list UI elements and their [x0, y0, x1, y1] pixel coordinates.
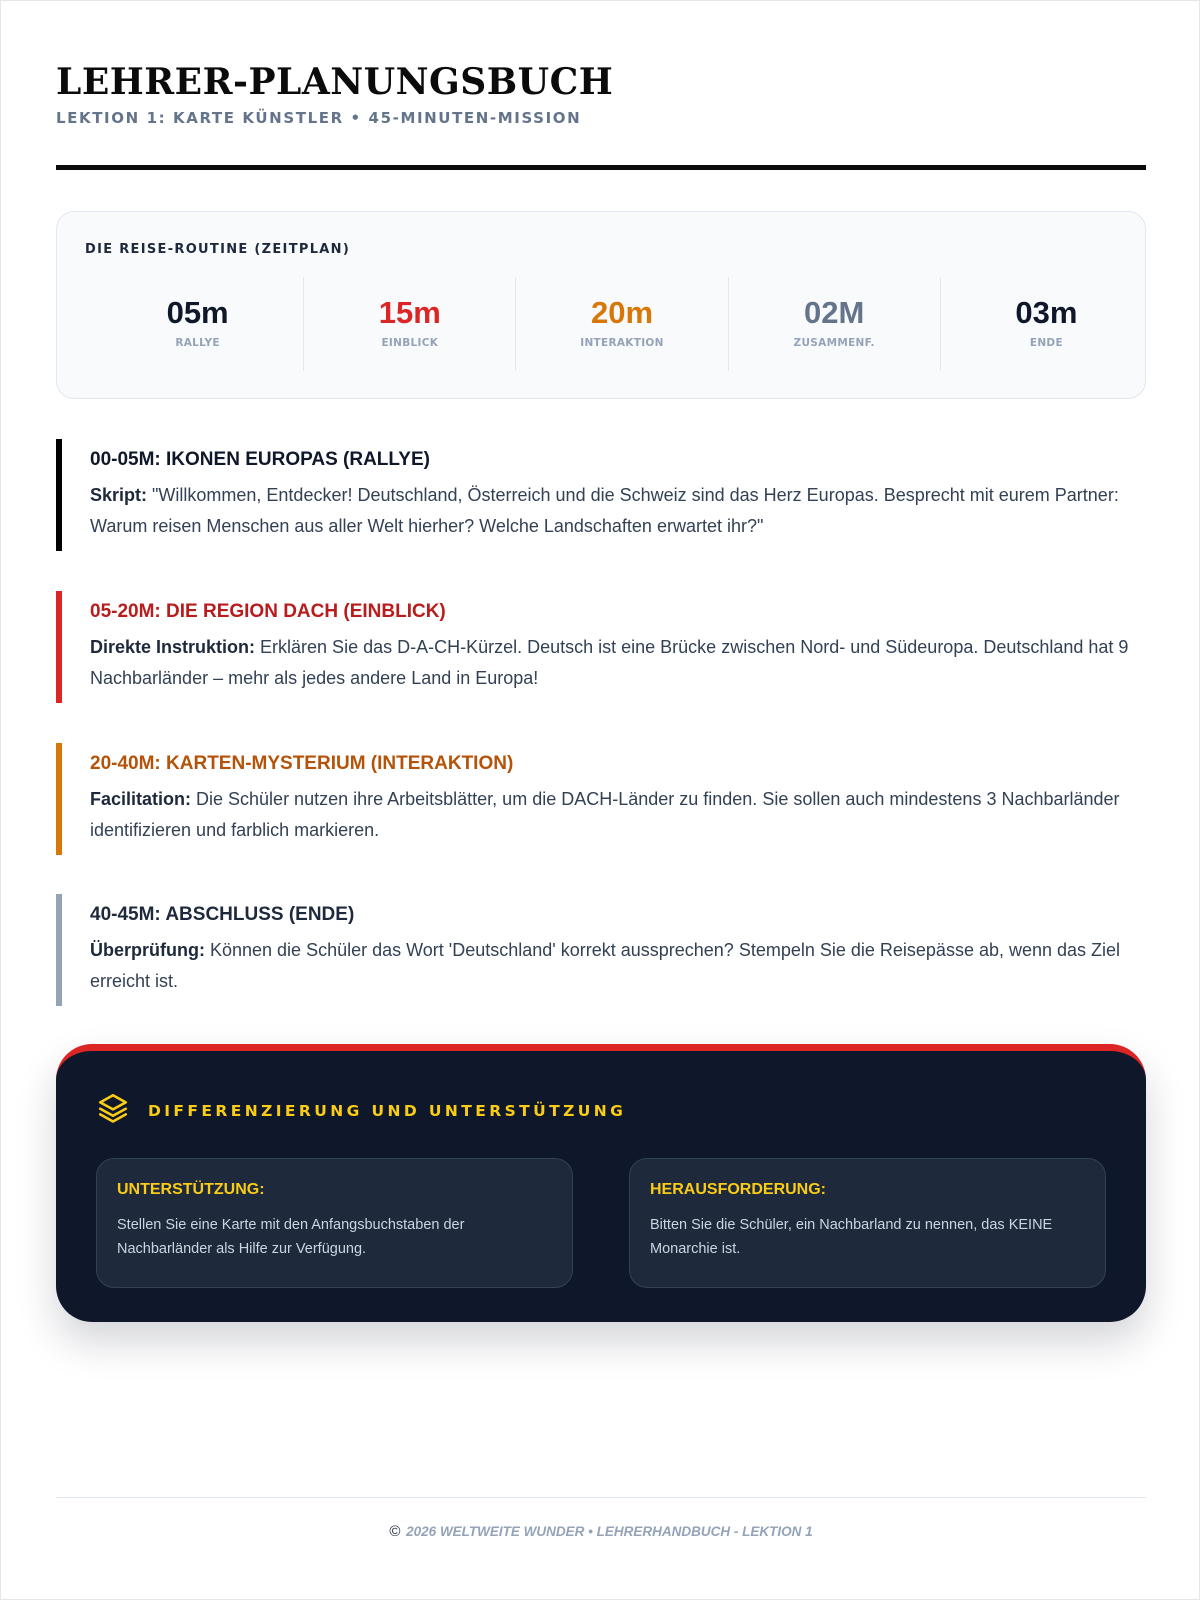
slot-label: RALLYE	[175, 337, 220, 349]
page-subtitle: LEKTION 1: KARTE KÜNSTLER • 45-MINUTEN-MISSION	[56, 109, 582, 127]
phase-body: "Willkommen, Entdecker! Deutschland, Österreich und die Schweiz sind das Herz Europas. Besprecht mit eurem Partner: Warum reisen Menschen aus aller Welt hierher? Welche Landschaften erwartet ihr?"	[90, 485, 1119, 536]
slot-duration: 05m	[166, 295, 229, 330]
slot-duration: 03m	[1015, 295, 1078, 330]
support-box	[96, 1158, 573, 1288]
copyright-symbol: ©	[389, 1523, 401, 1540]
header-divider	[56, 165, 1146, 170]
slot-duration: 20m	[590, 295, 654, 330]
schedule-slot-einblick	[304, 277, 516, 371]
slot-label: ZUSAMMENF.	[793, 337, 875, 349]
differentiation-title: DIFFERENZIERUNG UND UNTERSTÜTZUNG	[148, 1101, 627, 1120]
slot-label: ENDE	[1029, 337, 1063, 349]
phase-lead: Direkte Instruktion:	[90, 637, 256, 657]
phase-title: 20-40M: KARTEN-MYSTERIUM (INTERAKTION)	[90, 753, 514, 774]
challenge-title: HERAUSFORDERUNG:	[650, 1181, 826, 1198]
challenge-text: Bitten Sie die Schüler, ein Nachbarland zu nennen, das KEINE Monarchie ist.	[650, 1217, 1053, 1257]
phase-einblick	[56, 591, 1146, 703]
page-header	[56, 59, 1146, 127]
phase-lead: Skript:	[90, 485, 148, 505]
phase-lead: Überprüfung:	[90, 940, 205, 960]
phase-title: 05-20M: DIE REGION DACH (EINBLICK)	[90, 601, 446, 622]
schedule-slots	[92, 277, 1152, 371]
phase-description	[90, 784, 1146, 846]
phase-lead: Facilitation:	[90, 789, 192, 809]
slot-label: INTERAKTION	[580, 337, 664, 349]
footer-text: 2026 WELTWEITE WUNDER • LEHRERHANDBUCH - LEKTION 1	[406, 1524, 813, 1539]
phase-description	[90, 480, 1146, 542]
phase-body: Die Schüler nutzen ihre Arbeitsblätter, um die DACH-Länder zu finden. Sie sollen auch mindestens 3 Nachbarländer identifizieren und farblich markieren.	[90, 789, 1120, 840]
differentiation-card	[56, 1044, 1146, 1322]
differentiation-header	[96, 1091, 626, 1130]
slot-label: EINBLICK	[381, 337, 439, 349]
phase-title: 40-45M: ABSCHLUSS (ENDE)	[90, 904, 355, 925]
schedule-slot-interaktion	[516, 277, 728, 371]
phase-title: 00-05M: IKONEN EUROPAS (RALLYE)	[90, 449, 430, 470]
phase-body: Erklären Sie das D-A-CH-Kürzel. Deutsch ist eine Brücke zwischen Nord- und Südeuropa. Deutschland hat 9 Nachbarländer – mehr als jedes andere Land in Europa!	[90, 637, 1129, 688]
schedule-slot-ende	[941, 277, 1152, 371]
schedule-slot-zusammenfassung	[729, 277, 941, 371]
page-title: LEHRER-PLANUNGSBUCH	[56, 61, 614, 103]
support-title: UNTERSTÜTZUNG:	[117, 1181, 265, 1198]
phase-interaktion	[56, 743, 1146, 855]
schedule-slot-rallye	[92, 277, 304, 371]
schedule-card	[56, 211, 1146, 399]
support-text: Stellen Sie eine Karte mit den Anfangsbuchstaben der Nachbarländer als Hilfe zur Verfügung.	[117, 1217, 465, 1257]
schedule-label: DIE REISE-ROUTINE (ZEITPLAN)	[85, 242, 351, 257]
slot-duration: 02M	[804, 295, 865, 330]
footer	[1, 1523, 1200, 1540]
challenge-box	[629, 1158, 1106, 1288]
slot-duration: 15m	[378, 295, 441, 330]
footer-divider	[56, 1497, 1146, 1498]
phase-description	[90, 935, 1146, 997]
layers-icon	[96, 1091, 130, 1130]
phase-ende	[56, 894, 1146, 1006]
phase-rallye	[56, 439, 1146, 551]
phase-description	[90, 632, 1146, 694]
phase-body: Können die Schüler das Wort 'Deutschland' korrekt aussprechen? Stempeln Sie die Reisepässe ab, wenn das Ziel erreicht ist.	[90, 940, 1121, 991]
